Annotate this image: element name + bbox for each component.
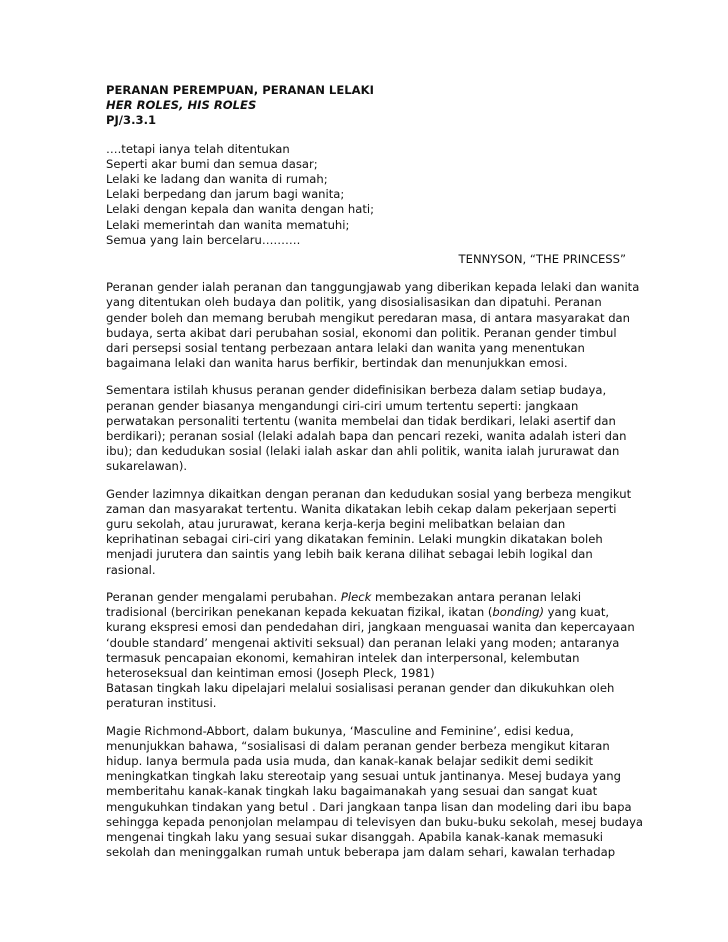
text-run: Peranan gender mengalami perubahan. (106, 589, 341, 604)
poem-line: Lelaki ke ladang dan wanita di rumah; (106, 172, 328, 187)
title-malay: PERANAN PEREMPUAN, PERANAN LELAKI (106, 83, 374, 97)
poem-line: ….tetapi ianya telah ditentukan (106, 141, 290, 156)
poem-line: Lelaki memerintah dan wanita mematuhi; (106, 217, 350, 232)
paragraph-line: Magie Richmond-Abbort, dalam bukunya, ‘Masculine and Feminine’, edisi kedua, (106, 723, 574, 738)
paragraph-line: menjadi jurutera dan saintis yang lebih baik kerana dilihat sebagai lebih logikal dan (106, 547, 593, 562)
paragraph-line: peraturan institusi. (106, 696, 217, 711)
document-page (106, 83, 644, 860)
paragraph-line: peranan gender biasanya mengandungi ciri-ciri umum tertentu seperti: jangkaan (106, 398, 579, 413)
paragraph-line: menunjukkan bahawa, “sosialisasi di dalam peranan gender berbeza mengikut kitaran (106, 738, 610, 753)
paragraph-line: termasuk pencapaian ekonomi, kemahiran intelek dan interpersonal, kelembutan (106, 650, 580, 665)
paragraph-line: sehingga kepada penonjolan melampau di televisyen dan buku-buku sekolah, mesej budaya (106, 814, 644, 829)
paragraph-line: memberitahu kanak-kanak tingkah laku bagaimanakah yang sesuai dan sangat kuat (106, 784, 598, 799)
paragraph-socialization (106, 723, 644, 861)
paragraph-line: berdikari); peranan sosial (lelaki adalah bapa dan pencari rezeki, wanita adalah isteri dan (106, 429, 627, 444)
paragraph-line: guru sekolah, atau jururawat, kerana kerja-kerja begini melibatkan belaian dan (106, 517, 566, 532)
paragraph-line: budaya, serta akibat dari perubahan sosial, ekonomi dan politik. Peranan gender timbul (106, 325, 617, 340)
paragraph-line (106, 590, 626, 605)
paragraph-line: ibu); dan kedudukan sosial (lelaki ialah askar dan ahli politik, wanita ialah jururawat dan (106, 444, 620, 459)
paragraph-line: sekolah dan meninggalkan rumah untuk beberapa jam dalam sehari, kawalan terhadap (106, 845, 616, 860)
paragraph-social-positions (106, 486, 632, 578)
paragraph-line: Peranan gender ialah peranan dan tanggungjawab yang diberikan kepada lelaki dan wanita (106, 280, 640, 295)
text-run: tradisional (bercirikan penekanan kepada kekuatan fizikal, ikatan ( (106, 605, 493, 620)
document-header (106, 83, 626, 129)
poem-line: Semua yang lain bercelaru………. (106, 232, 301, 247)
paragraph-line: Batasan tingkah laku dipelajari melalui sosialisasi peranan gender dan dikukuhkan oleh (106, 681, 615, 696)
poem-line: Lelaki dengan kepala dan wanita dengan hati; (106, 202, 375, 217)
poem-line: Seperti akar bumi dan semua dasar; (106, 156, 318, 171)
paragraph-line: Sementara istilah khusus peranan gender didefinisikan berbeza dalam setiap budaya, (106, 383, 607, 398)
text-run: membezakan antara peranan lelaki (371, 589, 582, 604)
paragraph-line: mengenai tingkah laku yang sesuai sukar disanggah. Apabila kanak-kanak memasuki (106, 829, 604, 844)
paragraph-line: hidup. Ianya bermula pada usia muda, dan kanak-kanak belajar sedikit demi sedikit (106, 753, 594, 768)
paragraph-line: ‘double standard’ mengenai aktiviti seksual) dan peranan lelaki yang moden; antaranya (106, 635, 620, 650)
paragraph-role-changes (106, 589, 635, 712)
paragraph-gender-roles-definition (106, 280, 640, 371)
paragraph-line: keprihatinan sebagai ciri-ciri yang dikatakan feminin. Lelaki mungkin dikatakan boleh (106, 532, 603, 547)
poem-block (106, 142, 626, 268)
paragraph-line: dari persepsi sosial tentang perbezaan antara lelaki dan wanita yang menentukan (106, 341, 585, 356)
paragraph-line: zaman dan masyarakat tertentu. Wanita dikatakan lebih cekap dalam pekerjaan seperti (106, 501, 617, 516)
document-code: PJ/3.3.1 (106, 113, 157, 128)
paragraph-line: rasional. (106, 562, 156, 577)
paragraph-common-traits (106, 383, 626, 474)
paragraph-line: yang ditentukan oleh budaya dan politik, yang disosialisasikan dan dipatuhi. Peranan (106, 295, 602, 310)
author-name-italic: Pleck (340, 589, 372, 604)
paragraph-line: perwatakan personaliti tertentu (wanita membelai dan tidak berdikari, lelaki asertif dan (106, 413, 616, 428)
text-run: yang kuat, (544, 605, 610, 620)
title-english: HER ROLES, HIS ROLES (106, 98, 257, 113)
paragraph-line (106, 605, 626, 620)
paragraph-line: mengukuhkan tindakan yang betul . Dari jangkaan tanpa lisan dan modeling dari ibu bapa (106, 799, 632, 814)
paragraph-line: meningkatkan tingkah laku stereotaip yang sesuai untuk jantinanya. Mesej budaya yang (106, 769, 621, 784)
term-italic: bonding) (492, 605, 544, 620)
paragraph-line: gender boleh dan memang berubah mengikut peredaran masa, di antara masyarakat dan (106, 310, 631, 325)
paragraph-line: bagaimana lelaki dan wanita harus berfikir, bertindak dan menunjukkan emosi. (106, 356, 568, 371)
paragraph-line: heteroseksual dan keintiman emosi (Joseph Pleck, 1981) (106, 665, 435, 680)
paragraph-line: sukarelawan). (106, 459, 188, 474)
poem-attribution: TENNYSON, “THE PRINCESS” (458, 252, 626, 267)
paragraph-line: kurang ekspresi emosi dan pendedahan diri, jangkaan menguasai wanita dan kepercayaan (106, 620, 635, 635)
paragraph-line: Gender lazimnya dikaitkan dengan peranan dan kedudukan sosial yang berbeza mengikut (106, 486, 632, 501)
poem-line: Lelaki berpedang dan jarum bagi wanita; (106, 187, 345, 202)
